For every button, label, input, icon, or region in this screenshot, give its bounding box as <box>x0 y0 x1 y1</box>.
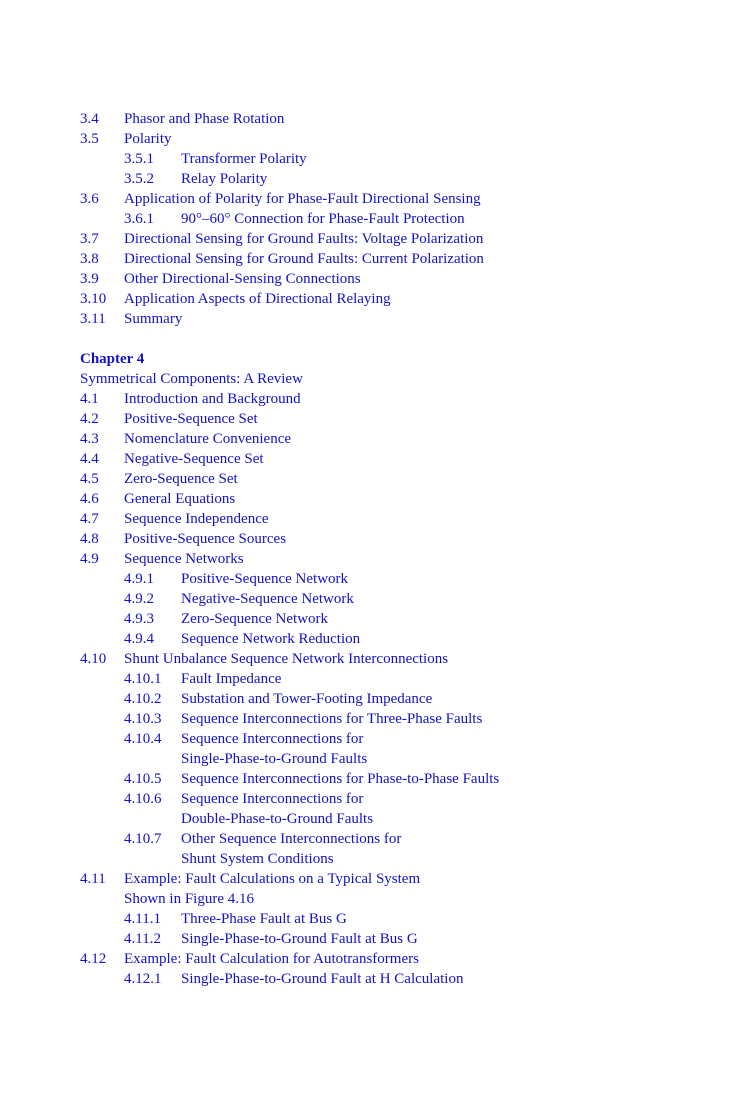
toc-entry[interactable] <box>80 969 705 989</box>
toc-entry-number: 4.4 <box>80 451 99 467</box>
toc-entry-title <box>181 669 705 689</box>
toc-entry-line: Nomenclature Convenience <box>124 431 292 447</box>
toc-entry-line: Other Sequence Interconnections for <box>181 831 402 847</box>
toc-entry-number: 4.9.2 <box>124 591 154 607</box>
toc-entry-title <box>124 249 705 269</box>
toc-entry-line: Sequence Independence <box>124 511 269 527</box>
toc-entry-number: 4.10.5 <box>124 771 162 787</box>
toc-entry[interactable] <box>80 669 705 689</box>
toc-entry[interactable] <box>80 609 705 629</box>
toc-entry-title <box>124 469 705 489</box>
toc-entry-line: Shunt Unbalance Sequence Network Interconnections <box>124 651 449 667</box>
toc-entry[interactable] <box>80 769 705 789</box>
toc-entry-number: 4.11.2 <box>124 931 161 947</box>
toc-entry-line: Negative-Sequence Network <box>181 591 354 607</box>
toc-entry-title <box>181 789 705 829</box>
toc-entry-title <box>181 609 705 629</box>
toc-entry-line: Shown in Figure 4.16 <box>124 891 255 907</box>
toc-entry-line: Positive-Sequence Sources <box>124 531 287 547</box>
toc-entry[interactable] <box>80 529 705 549</box>
toc-entry-title <box>124 489 705 509</box>
toc-entry-title <box>124 549 705 569</box>
toc-entry[interactable] <box>80 149 705 169</box>
toc-entry-number: 4.10.1 <box>124 671 162 687</box>
toc-entry-line: Single-Phase-to-Ground Fault at Bus G <box>181 931 418 947</box>
toc-entry-title <box>124 129 705 149</box>
toc-entry-title <box>124 109 705 129</box>
toc-entry-title <box>124 649 705 669</box>
toc-entry[interactable] <box>80 309 705 329</box>
toc-entry-number: 4.11.1 <box>124 911 161 927</box>
toc-entry-line: Single-Phase-to-Ground Fault at H Calculation <box>181 971 464 987</box>
toc-entry-number: 4.10.2 <box>124 691 162 707</box>
toc-entry-line: Negative-Sequence Set <box>124 451 264 467</box>
toc-entry[interactable] <box>80 589 705 609</box>
toc-entry-line: Application of Polarity for Phase-Fault Directional Sensing <box>124 191 481 207</box>
toc-entry-line: Other Directional-Sensing Connections <box>124 271 361 287</box>
toc-entry-line: Positive-Sequence Set <box>124 411 258 427</box>
toc-entry-number: 4.7 <box>80 511 99 527</box>
toc-entry[interactable] <box>80 169 705 189</box>
toc-entry-line: Sequence Interconnections for <box>181 791 364 807</box>
table-of-contents <box>80 109 705 989</box>
toc-entry-line: Fault Impedance <box>181 671 282 687</box>
toc-entry-line: Example: Fault Calculations on a Typical System <box>124 871 421 887</box>
toc-entry-title <box>124 309 705 329</box>
toc-entry-line: Summary <box>124 311 183 327</box>
toc-entry-number: 3.8 <box>80 251 99 267</box>
toc-entry[interactable] <box>80 449 705 469</box>
toc-entry-number: 3.10 <box>80 291 107 307</box>
toc-entry-title <box>181 969 705 989</box>
toc-entry[interactable] <box>80 789 705 829</box>
toc-entry[interactable] <box>80 129 705 149</box>
toc-entry[interactable] <box>80 949 705 969</box>
toc-entry-title <box>181 729 705 769</box>
toc-entry-title <box>181 909 705 929</box>
toc-entry-line: Sequence Network Reduction <box>181 631 361 647</box>
toc-entry[interactable] <box>80 689 705 709</box>
toc-entry-number: 3.4 <box>80 111 99 127</box>
toc-entry[interactable] <box>80 629 705 649</box>
toc-entry[interactable] <box>80 409 705 429</box>
toc-entry-number: 4.3 <box>80 431 99 447</box>
toc-entry-line: Three-Phase Fault at Bus G <box>181 911 347 927</box>
toc-entry-number: 4.8 <box>80 531 99 547</box>
toc-entry-line: Sequence Interconnections for Phase-to-Phase Faults <box>181 771 500 787</box>
toc-entry[interactable] <box>80 869 705 909</box>
toc-entry[interactable] <box>80 729 705 769</box>
toc-entry-title <box>124 269 705 289</box>
toc-entry-number: 4.11 <box>80 871 106 887</box>
toc-entry-line: Zero-Sequence Network <box>181 611 329 627</box>
toc-entry-line: Sequence Networks <box>124 551 244 567</box>
toc-entry-title <box>124 869 705 909</box>
toc-entry-title <box>181 929 705 949</box>
toc-entry-title <box>181 569 705 589</box>
toc-entry-title <box>181 709 705 729</box>
toc-entry-line: Polarity <box>124 131 172 147</box>
toc-entry-title <box>124 229 705 249</box>
toc-entry[interactable] <box>80 289 705 309</box>
toc-entry-title <box>124 389 705 409</box>
toc-entry-title <box>181 209 705 229</box>
toc-entry-number: 4.12 <box>80 951 107 967</box>
toc-entry-line: Introduction and Background <box>124 391 301 407</box>
toc-entry-line: Relay Polarity <box>181 171 268 187</box>
toc-entry-title <box>181 169 705 189</box>
toc-entry-number: 3.6 <box>80 191 99 207</box>
toc-entry-line: Phasor and Phase Rotation <box>124 111 285 127</box>
toc-entry-line: Shunt System Conditions <box>181 851 334 867</box>
toc-entry-title <box>124 189 705 209</box>
toc-entry-number: 4.12.1 <box>124 971 162 987</box>
toc-entry-title <box>181 769 705 789</box>
toc-entry-number: 4.9.1 <box>124 571 154 587</box>
toc-entry-number: 4.10.3 <box>124 711 162 727</box>
toc-entry-number: 4.1 <box>80 391 99 407</box>
toc-entry-line: Zero-Sequence Set <box>124 471 238 487</box>
toc-entry-line: Application Aspects of Directional Relaying <box>124 291 391 307</box>
toc-entry-line: Directional Sensing for Ground Faults: Current Polarization <box>124 251 484 267</box>
toc-entry[interactable] <box>80 109 705 129</box>
toc-entry-number: 4.10.6 <box>124 791 162 807</box>
toc-entry-number: 3.5 <box>80 131 99 147</box>
toc-entry-line: Double-Phase-to-Ground Faults <box>181 811 374 827</box>
toc-entry-number: 3.7 <box>80 231 99 247</box>
toc-entry[interactable] <box>80 829 705 869</box>
toc-entry-number: 4.5 <box>80 471 99 487</box>
toc-entry-number: 3.9 <box>80 271 99 287</box>
toc-entry-title <box>181 629 705 649</box>
toc-entry[interactable] <box>80 549 705 569</box>
toc-entry-number: 4.6 <box>80 491 99 507</box>
toc-entry-line: Example: Fault Calculation for Autotransformers <box>124 951 419 967</box>
chapter-heading: Chapter 4 <box>80 351 145 367</box>
toc-entry-line: Sequence Interconnections for <box>181 731 364 747</box>
toc-entry-number: 4.9.3 <box>124 611 154 627</box>
toc-entry-line: 90°–60° Connection for Phase-Fault Protection <box>181 211 465 227</box>
toc-entry-title <box>181 829 705 869</box>
toc-entry-title <box>124 449 705 469</box>
toc-entry[interactable] <box>80 249 705 269</box>
toc-entry-line: General Equations <box>124 491 236 507</box>
toc-entry[interactable] <box>80 929 705 949</box>
toc-entry-number: 4.9.4 <box>124 631 154 647</box>
toc-entry-title <box>124 529 705 549</box>
toc-entry[interactable] <box>80 269 705 289</box>
toc-entry[interactable] <box>80 209 705 229</box>
toc-entry-title <box>124 289 705 309</box>
toc-entry-number: 3.5.1 <box>124 151 154 167</box>
toc-entry-line: Sequence Interconnections for Three-Phase Faults <box>181 711 483 727</box>
toc-entry[interactable] <box>80 429 705 449</box>
toc-entry-number: 4.9 <box>80 551 99 567</box>
toc-entry-title <box>124 949 705 969</box>
toc-entry-number: 4.10.7 <box>124 831 162 847</box>
toc-entry-number: 4.2 <box>80 411 99 427</box>
toc-section <box>80 109 705 329</box>
toc-entry-line: Directional Sensing for Ground Faults: Voltage Polarization <box>124 231 484 247</box>
toc-entry[interactable] <box>80 709 705 729</box>
toc-entry[interactable] <box>80 649 705 669</box>
toc-entry-number: 3.5.2 <box>124 171 154 187</box>
toc-entry[interactable] <box>80 509 705 529</box>
toc-entry-title <box>124 429 705 449</box>
toc-entry-number: 4.10 <box>80 651 107 667</box>
toc-entry-title <box>181 589 705 609</box>
toc-entry-number: 3.6.1 <box>124 211 154 227</box>
toc-entry[interactable] <box>80 469 705 489</box>
chapter-title: Symmetrical Components: A Review <box>80 371 303 387</box>
toc-section <box>80 349 705 989</box>
toc-entry[interactable] <box>80 569 705 589</box>
toc-entry-line: Substation and Tower-Footing Impedance <box>181 691 433 707</box>
toc-entry-title <box>124 409 705 429</box>
toc-entry-number: 3.11 <box>80 311 106 327</box>
toc-entry-title <box>124 509 705 529</box>
toc-entry-number: 4.10.4 <box>124 731 162 747</box>
toc-entry[interactable] <box>80 229 705 249</box>
toc-entry[interactable] <box>80 389 705 409</box>
toc-entry[interactable] <box>80 909 705 929</box>
toc-entry[interactable] <box>80 189 705 209</box>
toc-entry-title <box>181 689 705 709</box>
toc-entry[interactable] <box>80 489 705 509</box>
toc-entry-line: Positive-Sequence Network <box>181 571 349 587</box>
toc-entry-line: Transformer Polarity <box>181 151 307 167</box>
toc-entry-title <box>181 149 705 169</box>
toc-entry-line: Single-Phase-to-Ground Faults <box>181 751 368 767</box>
